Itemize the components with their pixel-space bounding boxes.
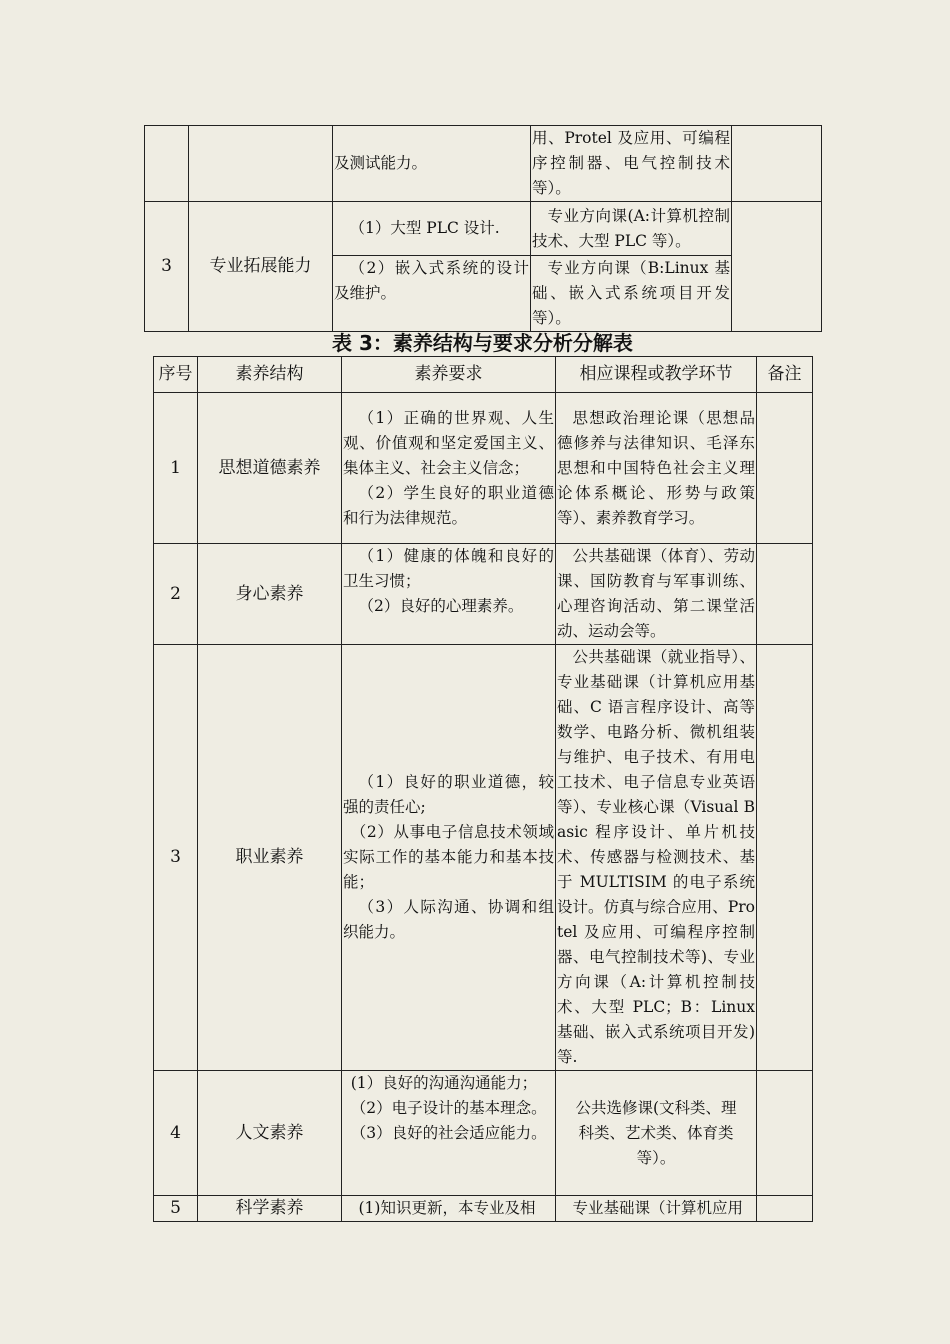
- ability-name: 专业拓展能力: [189, 202, 333, 332]
- table-header-row: [154, 357, 813, 393]
- row-number: 1: [154, 393, 198, 544]
- row-number: 4: [154, 1071, 198, 1196]
- literacy-requirement: [342, 544, 556, 645]
- related-course: 专业方向课（B:Linux 基础、嵌入式系统项目开发等）。: [531, 256, 732, 332]
- remark-cell: [757, 1196, 813, 1222]
- table-row: [154, 1196, 813, 1222]
- requirement-item: （3）良好的社会适应能力。: [350, 1124, 547, 1142]
- table-row: [154, 1071, 813, 1196]
- ability-table-continuation: [144, 125, 822, 332]
- requirement-item: （1）健康的体魄和良好的卫生习惯；: [343, 547, 554, 590]
- header-course: 相应课程或教学环节: [556, 357, 757, 393]
- table-title: 表 3：素养结构与要求分析分解表: [332, 331, 633, 355]
- literacy-structure: 人文素养: [198, 1071, 342, 1196]
- ability-requirement: 及测试能力。: [333, 126, 531, 202]
- header-remark: 备注: [757, 357, 813, 393]
- table-row: [154, 544, 813, 645]
- literacy-requirement: [342, 645, 556, 1071]
- table-row: [145, 126, 822, 202]
- literacy-structure: 职业素养: [198, 645, 342, 1071]
- related-course: 公共选修课(文科类、理科类、艺术类、体育类等）。: [556, 1071, 757, 1196]
- requirement-item: （2）电子设计的基本理念。: [350, 1099, 547, 1117]
- requirement-item: （3）人际沟通、协调和组织能力。: [343, 898, 554, 941]
- row-number: [145, 126, 189, 202]
- header-number: 序号: [154, 357, 198, 393]
- requirement-item: （2）从事电子信息技术领域实际工作的基本能力和基本技能；: [343, 823, 554, 891]
- related-course: 专业基础课（计算机应用: [556, 1196, 757, 1222]
- related-course: 思想政治理论课（思想品德修养与法律知识、毛泽东思想和中国特色社会主义理论体系概论、形势与政策等）、素养教育学习。: [556, 393, 757, 544]
- ability-name: [189, 126, 333, 202]
- literacy-requirement: [342, 1071, 556, 1196]
- row-number: 3: [154, 645, 198, 1071]
- row-number: 2: [154, 544, 198, 645]
- remark-cell: [757, 1071, 813, 1196]
- remark-cell: [757, 393, 813, 544]
- related-course: 公共基础课（就业指导）、专业基础课（计算机应用基础、C 语言程序设计、高等数学、电路分析、微机组装与维护、电子技术、有用电工技术、电子信息专业英语等）、专业核心课（Visual Basic 程序设计、单片机技术、传感器与检测技术、基于 MULTISIM 的电子系统设计。仿真与综合应用、Protel 及应用、可编程序控制器、电气控制技术等)、专业方向课（A:计算机控制技术、大型 PLC；B：Linux 基础、嵌入式系统项目开发)等.: [556, 645, 757, 1071]
- requirement-item: （1）良好的职业道德，较强的责任心;: [343, 773, 554, 816]
- requirement-item: （1）正确的世界观、人生观、价值观和坚定爱国主义、集体主义、社会主义信念；: [343, 408, 554, 477]
- remark-cell: [732, 126, 822, 202]
- ability-requirement: （1）大型 PLC 设计.: [333, 202, 531, 256]
- literacy-requirement: (1)知识更新，本专业及相: [342, 1196, 556, 1222]
- remark-cell: [732, 202, 822, 332]
- related-course: 专业方向课(A:计算机控制技术、大型 PLC 等）。: [531, 202, 732, 256]
- requirement-item: （2）学生良好的职业道德和行为法律规范。: [343, 483, 554, 527]
- literacy-structure: 思想道德素养: [198, 393, 342, 544]
- remark-cell: [757, 645, 813, 1071]
- ability-requirement: （2）嵌入式系统的设计及维护。: [333, 256, 531, 332]
- requirement-item: （2）良好的心理素养。: [358, 597, 524, 615]
- requirement-item: (1）良好的沟通沟通能力；: [350, 1074, 538, 1092]
- table-row: [154, 393, 813, 544]
- literacy-structure: 科学素养: [198, 1196, 342, 1222]
- header-structure: 素养结构: [198, 357, 342, 393]
- table-row: [154, 645, 813, 1071]
- literacy-requirement: [342, 393, 556, 544]
- table-row: [145, 202, 822, 256]
- remark-cell: [757, 544, 813, 645]
- literacy-structure-table: [153, 356, 813, 1222]
- header-requirement: 素养要求: [342, 357, 556, 393]
- literacy-structure: 身心素养: [198, 544, 342, 645]
- row-number: 3: [145, 202, 189, 332]
- row-number: 5: [154, 1196, 198, 1222]
- related-course: 用、Protel 及应用、可编程序控制器、电气控制技术等）。: [531, 126, 732, 202]
- related-course: 公共基础课（体育）、劳动课、国防教育与军事训练、心理咨询活动、第二课堂活动、运动会等。: [556, 544, 757, 645]
